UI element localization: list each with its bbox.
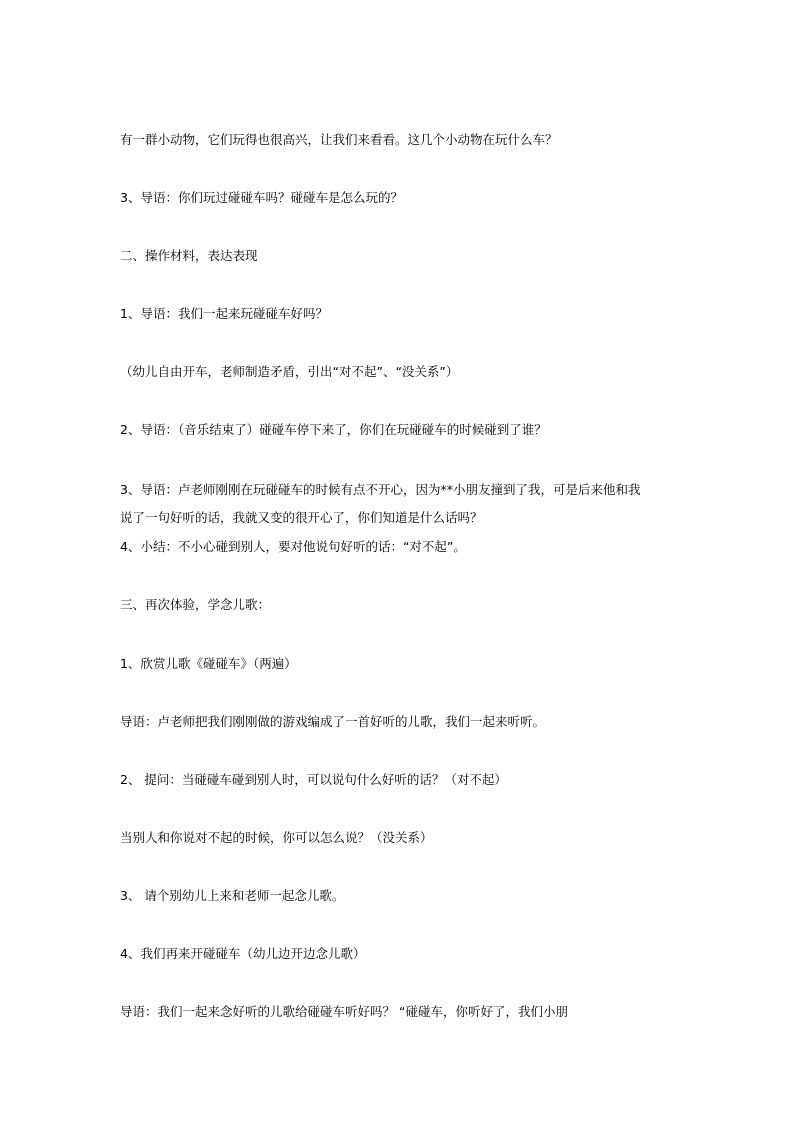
text-line: 4、我们再来开碰碰车（幼儿边开边念儿歌） xyxy=(120,946,366,961)
text-line: 导语：我们一起来念好听的儿歌给碰碰车听好吗？ “碰碰车，你听好了，我们小朋 xyxy=(120,1004,568,1019)
text-line: 3、导语：卢老师刚刚在玩碰碰车的时候有点不开心，因为**小朋友撞到了我，可是后来他和我 xyxy=(120,482,641,497)
text-line: 当别人和你说对不起的时候，你可以怎么说？（没关系） xyxy=(120,830,433,845)
text-line: 4、小结：不小心碰到别人，要对他说句好听的话：“对不起”。 xyxy=(120,539,466,554)
text-line: 1、欣赏儿歌《碰碰车》（两遍） xyxy=(120,656,297,671)
text-line: 3、导语：你们玩过碰碰车吗？碰碰车是怎么玩的？ xyxy=(120,190,403,205)
text-line: 导语：卢老师把我们刚刚做的游戏编成了一首好听的儿歌，我们一起来听听。 xyxy=(120,714,546,729)
text-line: 3、 请个别幼儿上来和老师一起念儿歌。 xyxy=(120,888,345,903)
text-line: 2、 提问：当碰碰车碰到别人时，可以说句什么好听的话？（对不起） xyxy=(120,772,507,787)
section-heading: 二、操作材料，表达表现 xyxy=(120,248,258,263)
text-line: （幼儿自由开车，老师制造矛盾，引出“对不起”、“没关系”） xyxy=(120,364,459,379)
text-line: 说了一句好听的话，我就又变的很开心了，你们知道是什么话吗？ xyxy=(120,510,483,525)
text-line: 有一群小动物，它们玩得也很高兴，让我们来看看。这几个小动物在玩什么车？ xyxy=(120,132,558,147)
text-line: 2、导语：（音乐结束了）碰碰车停下来了，你们在玩碰碰车的时候碰到了谁？ xyxy=(120,422,547,437)
text-line: 1、导语：我们一起来玩碰碰车好吗？ xyxy=(120,306,328,321)
section-heading: 三、再次体验，学念儿歌： xyxy=(120,597,271,612)
